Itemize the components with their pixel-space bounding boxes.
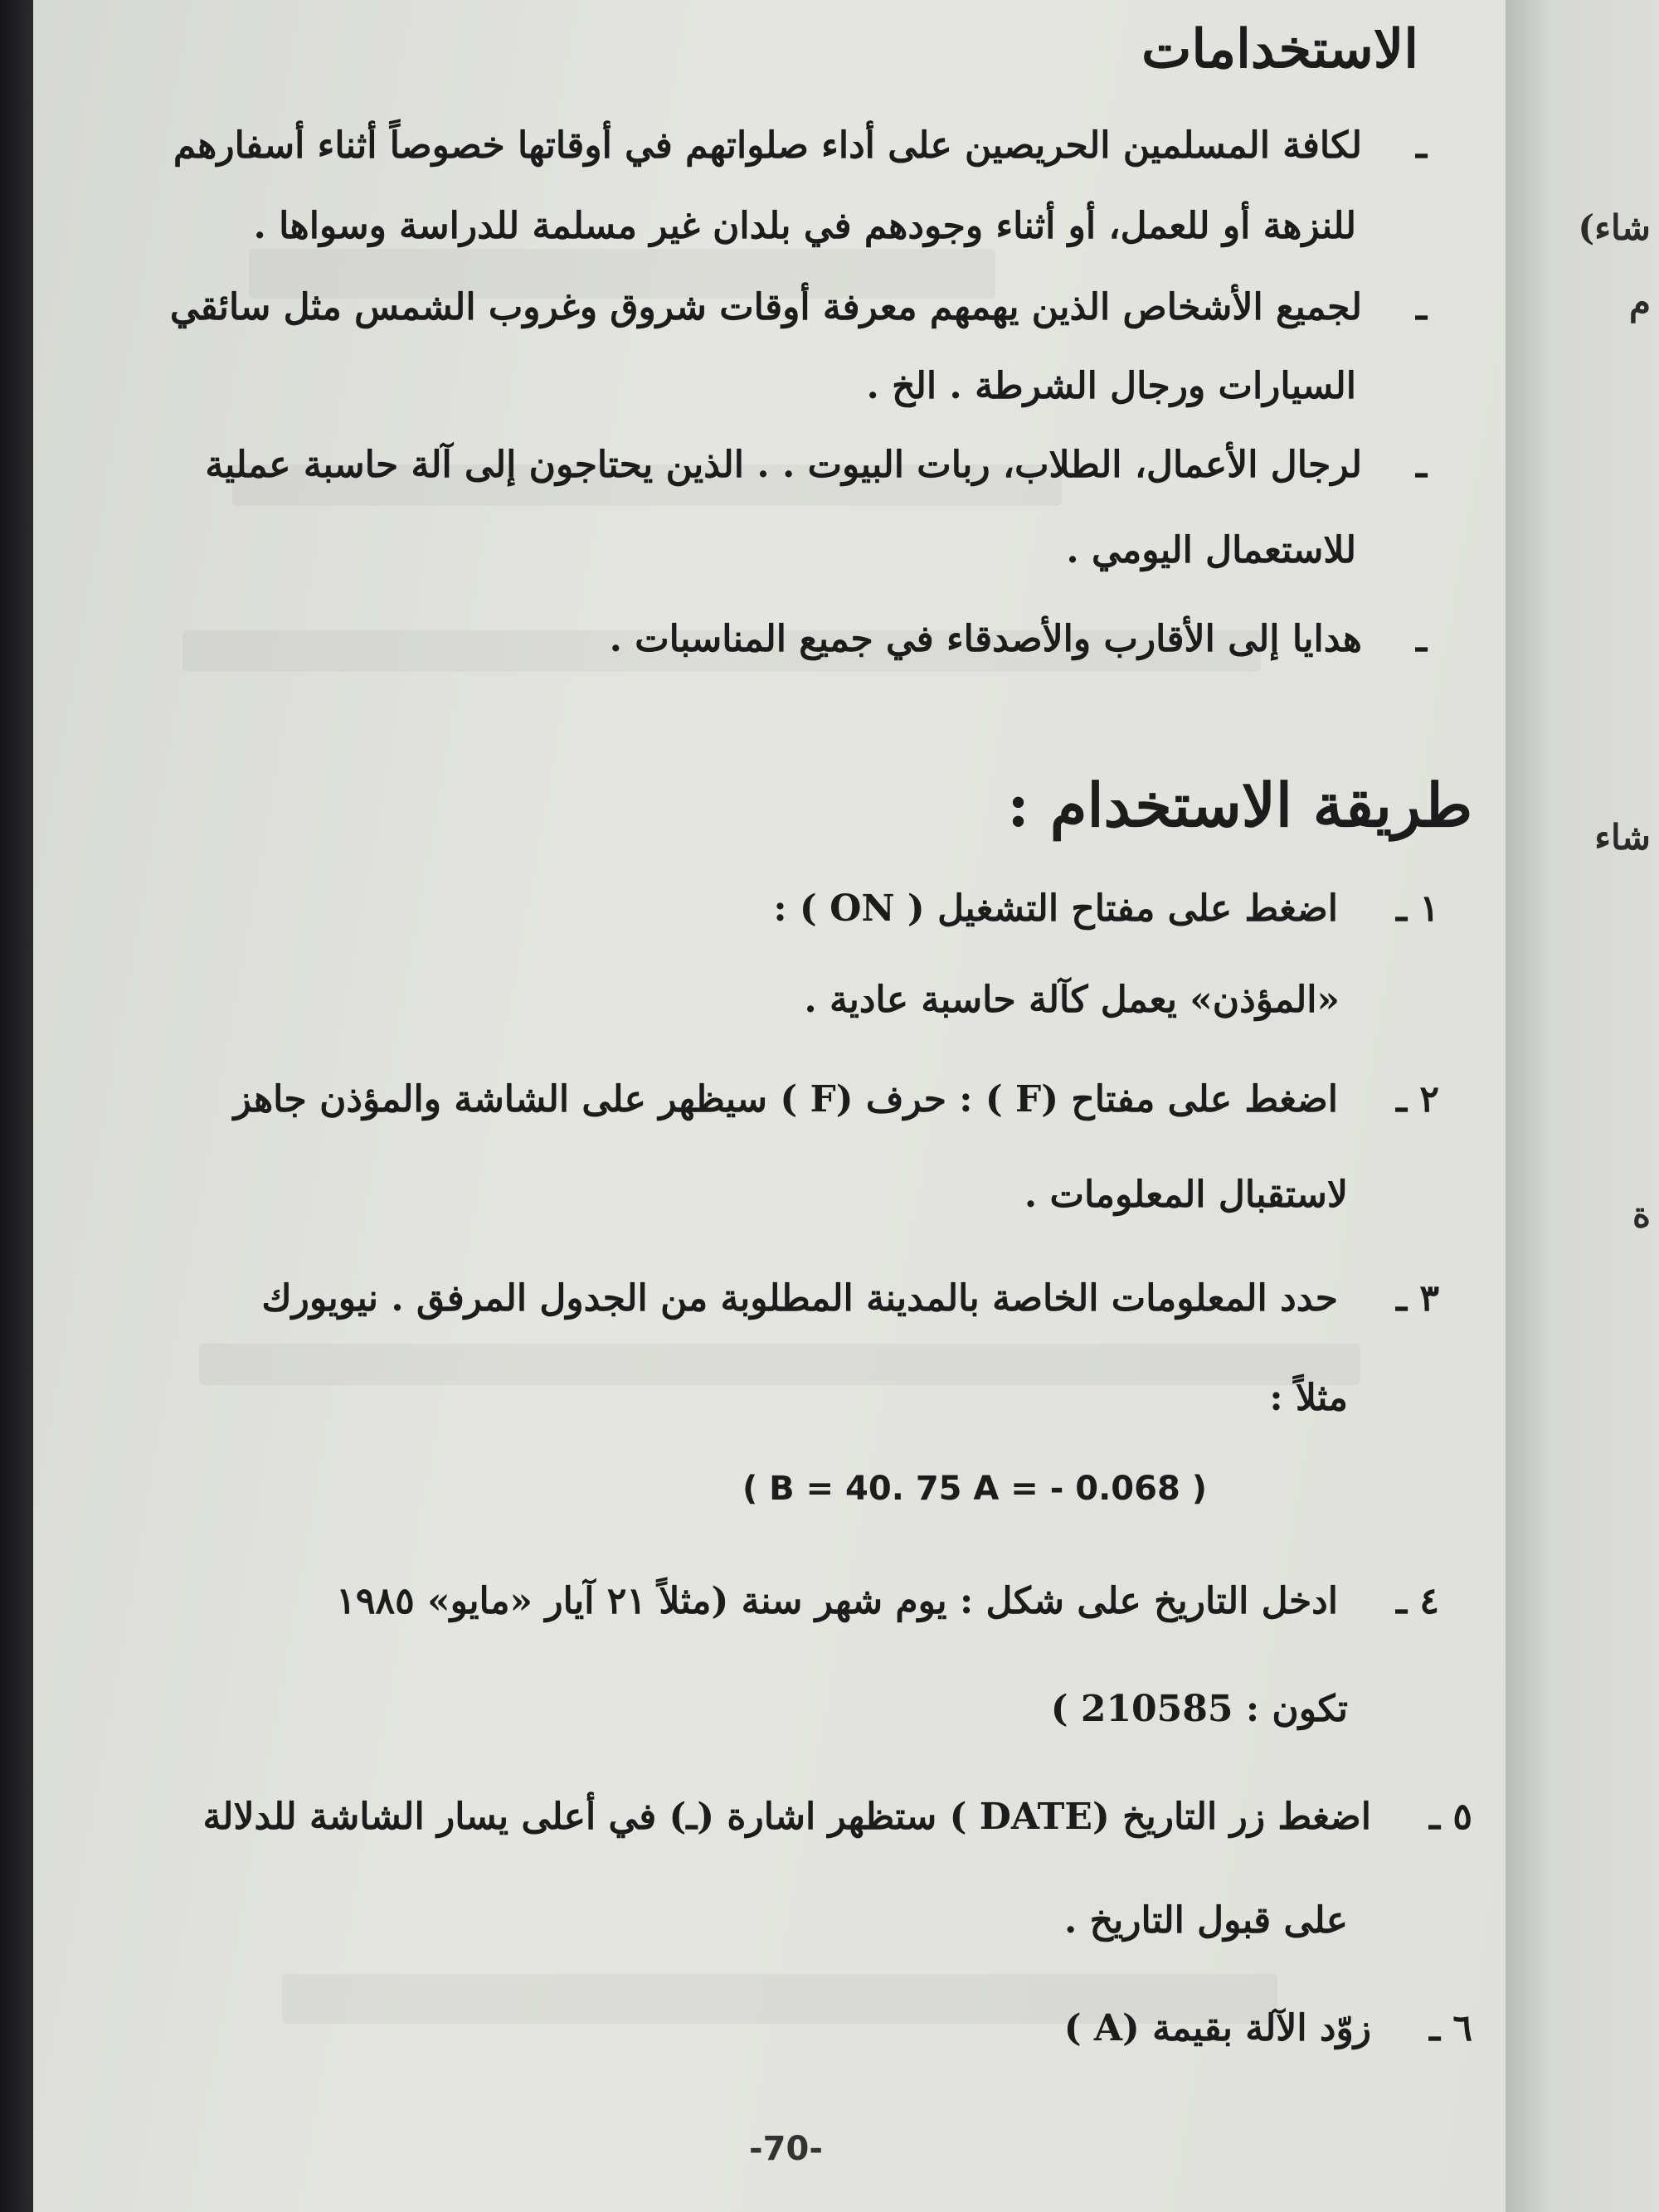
use-item-1-line-2: للنزهة أو للعمل، أو أثناء وجودهم في بلدان غير مسلمة للدراسة وسواها . <box>253 205 1356 247</box>
use-item-1-line-1: ـلكافة المسلمين الحريصين على أداء صلواتهم في أوقاتها خصوصاً أثناء أسفارهم <box>173 124 1427 167</box>
step-number: ٤ ـ <box>1396 1580 1439 1622</box>
adjacent-page-fragment: م <box>1628 282 1651 323</box>
step-number: ٣ ـ <box>1396 1277 1439 1320</box>
step-number: ٥ ـ <box>1429 1796 1472 1838</box>
step-2: ٢ ـاضغط على مفتاح (F ) : حرف (F ) سيظهر على الشاشة والمؤذن جاهز <box>233 1078 1439 1121</box>
step-2-continued: لاستقبال المعلومات . <box>1024 1174 1348 1216</box>
step-number: ٦ ـ <box>1429 2007 1472 2049</box>
bullet-dash: ـ <box>1416 124 1427 167</box>
city-values-formula: ( B = 40. 75 A = - 0.068 ) <box>742 1470 1207 1508</box>
step-3-continued: مثلاً : <box>1269 1377 1348 1419</box>
adjacent-page <box>1506 0 1659 2212</box>
page-number: -70- <box>749 2130 823 2168</box>
bullet-dash: ـ <box>1416 618 1427 660</box>
use-item-2-line-1: ـلجميع الأشخاص الذين يهمهم معرفة أوقات شروق وغروب الشمس مثل سائقي <box>169 286 1427 328</box>
step-1: ١ ـاضغط على مفتاح التشغيل ( ON ) : <box>773 887 1439 930</box>
adjacent-page-fragment: ة <box>1632 1194 1651 1235</box>
adjacent-page-fragment: شاء) <box>1578 207 1651 248</box>
use-item-2-line-2: السيارات ورجال الشرطة . الخ . <box>866 365 1356 407</box>
book-page <box>33 0 1506 2212</box>
step-5-continued: على قبول التاريخ . <box>1064 1899 1348 1942</box>
section-title: طريقة الاستخدام : <box>1007 770 1472 840</box>
step-number: ٢ ـ <box>1396 1078 1439 1121</box>
bullet-dash: ـ <box>1416 286 1427 328</box>
step-4: ٤ ـادخل التاريخ على شكل : يوم شهر سنة (مثلاً ٢١ آيار «مايو» ١٩٨٥ <box>336 1580 1439 1622</box>
bullet-dash: ـ <box>1416 444 1427 486</box>
use-item-3-line-1: ـلرجال الأعمال، الطلاب، ربات البيوت . . الذين يحتاجون إلى آلة حاسبة عملية <box>205 444 1427 486</box>
step-1-continued: «المؤذن» يعمل كآلة حاسبة عادية . <box>804 979 1340 1021</box>
page-title: الاستخدامات <box>1141 18 1418 80</box>
adjacent-page-fragment: شاء <box>1594 817 1651 858</box>
step-4-continued: تكون : 210585 ) <box>1050 1688 1348 1730</box>
step-3: ٣ ـحدد المعلومات الخاصة بالمدينة المطلوبة من الجدول المرفق . نيويورك <box>261 1277 1439 1320</box>
step-6: ٦ ـزوّد الآلة بقيمة (A ) <box>1063 2007 1472 2049</box>
use-item-4-line-1: ـهدايا إلى الأقارب والأصدقاء في جميع المناسبات . <box>609 618 1427 660</box>
step-number: ١ ـ <box>1396 887 1439 930</box>
use-item-3-line-2: للاستعمال اليومي . <box>1066 529 1356 571</box>
step-5: ٥ ـاضغط زر التاريخ (DATE ) ستظهر اشارة (ـ) في أعلى يسار الشاشة للدلالة <box>202 1796 1472 1838</box>
